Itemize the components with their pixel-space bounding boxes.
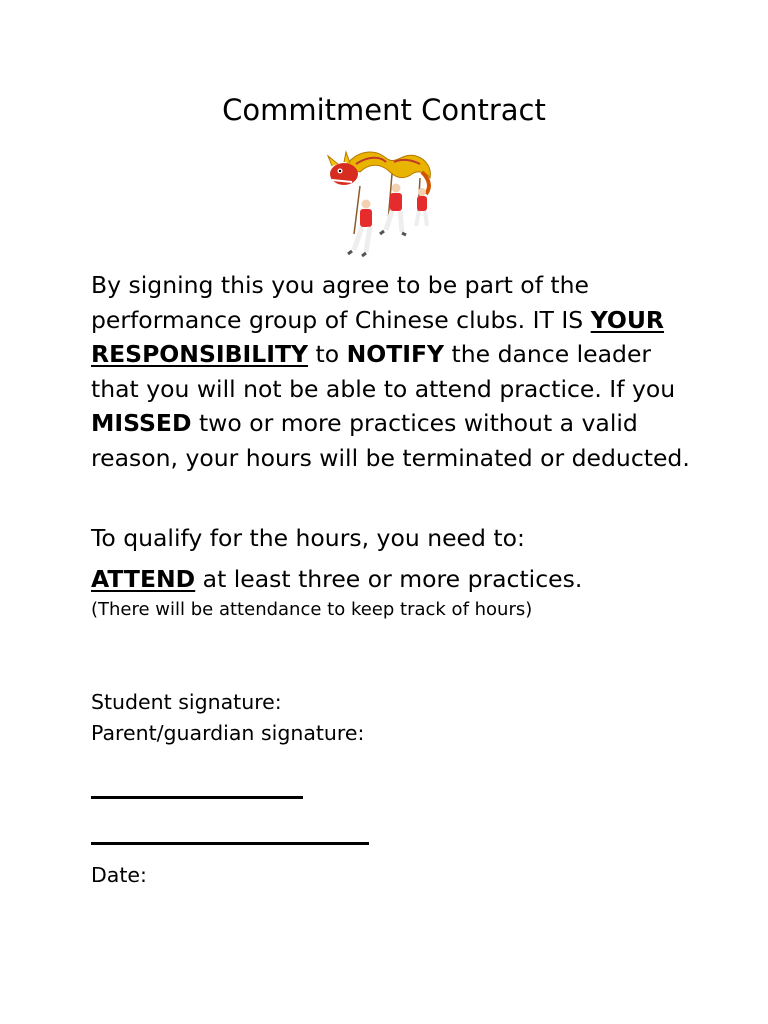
body-text-3: two or more practices without a valid reason, your hours will be terminated or deducted. — [91, 409, 690, 472]
parent-signature-line[interactable] — [91, 842, 369, 845]
body-text-2: the dance leader that you will not be able to attend practice. If you — [91, 340, 676, 403]
parent-signature-label: Parent/guardian signature: — [91, 721, 365, 745]
attend-keyword: ATTEND — [91, 565, 196, 593]
student-signature-line[interactable] — [91, 796, 303, 799]
your-responsibility-text: YOUR RESPONSIBILITY — [91, 305, 665, 369]
contract-body — [91, 268, 691, 476]
missed-text: MISSED — [91, 409, 192, 438]
attendance-note: (There will be attendance to keep track of hours) — [91, 599, 533, 620]
attend-rest: at least three or more practices. — [195, 565, 583, 593]
attend-requirement — [91, 562, 731, 596]
page-title: Commitment Contract — [222, 93, 546, 127]
body-text-1: By signing this you agree to be part of the performance group of Chinese clubs. IT IS — [91, 271, 591, 334]
body-text-to: to — [308, 340, 347, 369]
dragon-dance-icon — [326, 142, 442, 260]
student-signature-label: Student signature: — [91, 690, 282, 714]
date-label: Date: — [91, 863, 147, 887]
notify-text: NOTIFY — [346, 340, 445, 369]
qualify-text: To qualify for the hours, you need to: — [91, 524, 525, 552]
